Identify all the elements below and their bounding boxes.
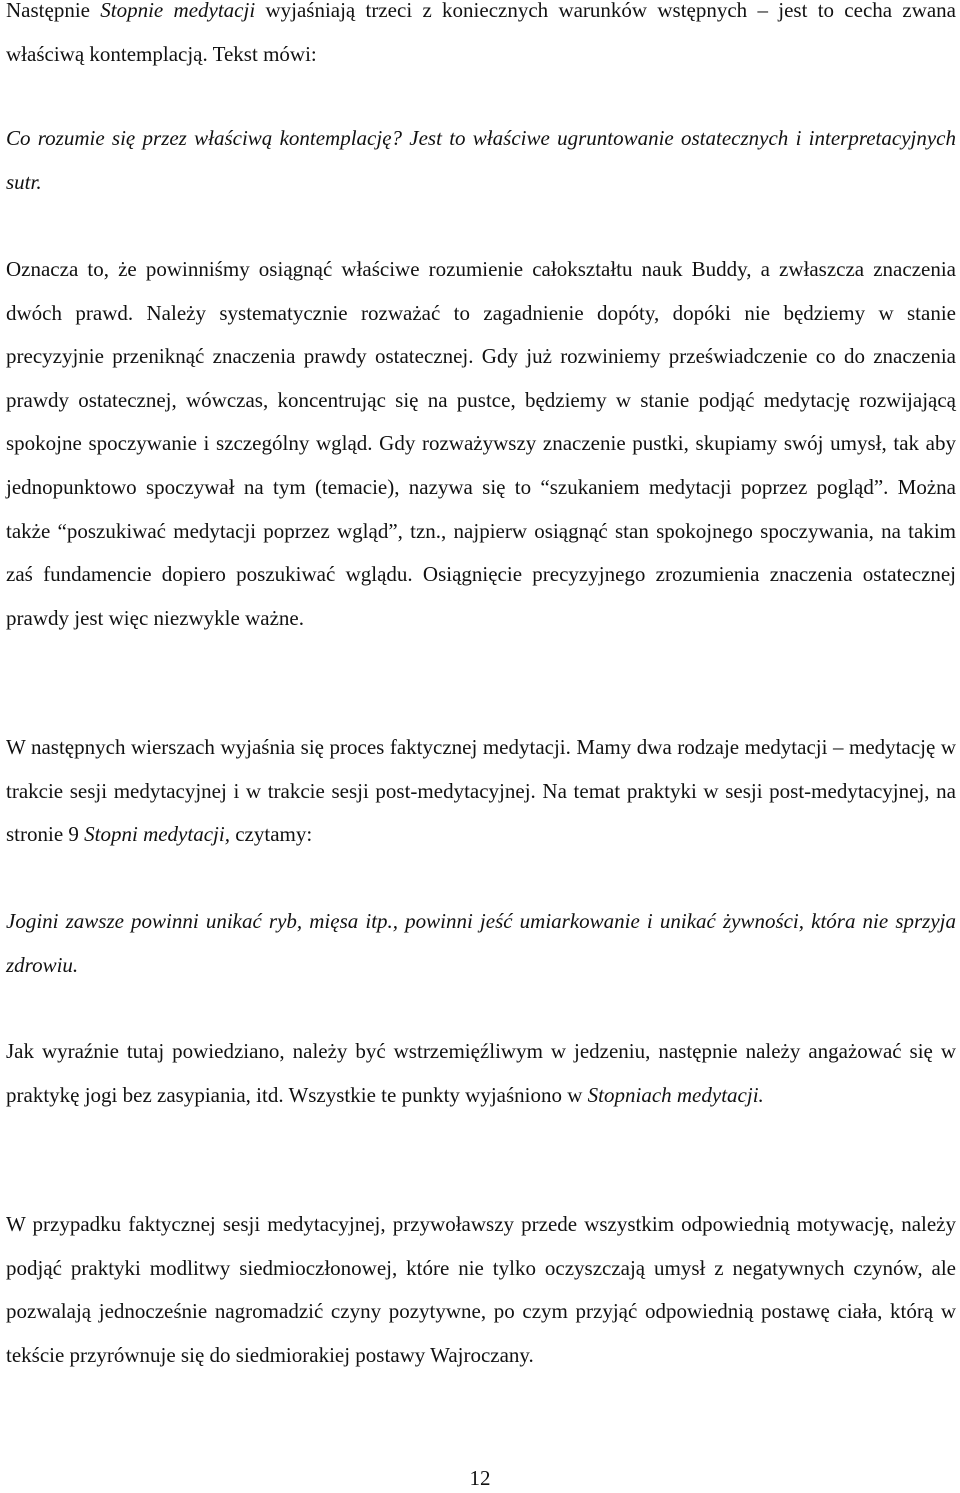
italic-title-stopni-medytacji: Stopni medytacji,	[84, 822, 230, 847]
text-run: Oznacza to, że powinniśmy osiągnąć właściwe rozumienie całokształtu nauk Buddy, a zwłaszcza znaczenia dwóch prawd. Należy systematycznie rozważać to zagadnienie dopóty, dopóki nie będziemy w stanie precyzyjnie przeniknąć znaczenia prawdy ostatecznej. Gdy już rozwiniemy przeświadczenie co do znaczenia prawdy ostatecznej, wówczas, koncentrując się na pustce, będziemy w stanie podjąć medytację rozwijającą spokojne spoczywanie i szczególny wgląd. Gdy rozważywszy znaczenie pustki, skupiamy swój umysł, tak aby jednopunktowo spoczywał na tym (temacie), nazywa się to “szukaniem medytacji poprzez pogląd”. Można także “poszukiwać medytacji poprzez wgląd”, tzn., najpierw osiągnąć stan spokojnego spoczywania, na takim zaś fundamencie dopiero poszukiwać wglądu. Osiągnięcie precyzyjnego zrozumienia znaczenia ostatecznej prawdy jest więc niezwykle ważne.	[6, 257, 956, 630]
paragraph-session	[6, 1203, 956, 1377]
paragraph-two-truths	[6, 248, 956, 640]
quote-text: Co rozumie się przez właściwą kontemplację? Jest to właściwe ugruntowanie ostatecznych i interpretacyjnych sutr.	[6, 126, 956, 194]
text-run: Następnie	[6, 0, 101, 22]
quote-contemplation	[6, 117, 956, 204]
italic-title-stopnie-medytacji: Stopnie medytacji	[100, 0, 256, 22]
italic-title-stopniach-medytacji: Stopniach medytacji.	[587, 1082, 764, 1107]
page-number: 12	[469, 1466, 491, 1490]
text-run: Jak wyraźnie tutaj powiedziano, należy być wstrzemięźliwym w jedzeniu, następnie należy angażować się w praktykę jogi bez zasypiania, itd. Wszystkie te punkty wyjaśniono w	[6, 1039, 956, 1107]
paragraph-intro	[6, 0, 956, 76]
quote-text: Jogini zawsze powinni unikać ryb, mięsa itp., powinni jeść umiarkowanie i unikać żywności, która nie sprzyja zdrowiu.	[6, 909, 956, 977]
paragraph-moderation	[6, 1030, 956, 1117]
quote-yogis	[6, 900, 956, 987]
text-run: czytamy:	[229, 822, 313, 847]
text-run: W następnych wierszach wyjaśnia się proces faktycznej medytacji. Mamy dwa rodzaje medytacji – medytację w trakcie sesji medytacyjnej i w trakcie sesji post-medytacyjnej. Na temat praktyki w sesji post-medytacyjnej, na stronie 9	[6, 735, 956, 847]
text-run: wyjaśniają trzeci z koniecznych warunków wstępnych – jest to cecha zwana właściwą kontemplacją. Tekst mówi:	[6, 0, 956, 66]
text-run: W przypadku faktycznej sesji medytacyjnej, przywoławszy przede wszystkim odpowiednią motywację, należy podjąć praktyki modlitwy siedmioczłonowej, które nie tylko oczyszczają umysł z negatywnych czynów, ale pozwalają jednocześnie nagromadzić czyny pozytywne, po czym przyjąć odpowiednią postawę ciała, którą w tekście przyrównuje się do siedmiorakiej postawy Wajroczany.	[6, 1212, 956, 1367]
paragraph-actual-meditation	[6, 726, 956, 857]
